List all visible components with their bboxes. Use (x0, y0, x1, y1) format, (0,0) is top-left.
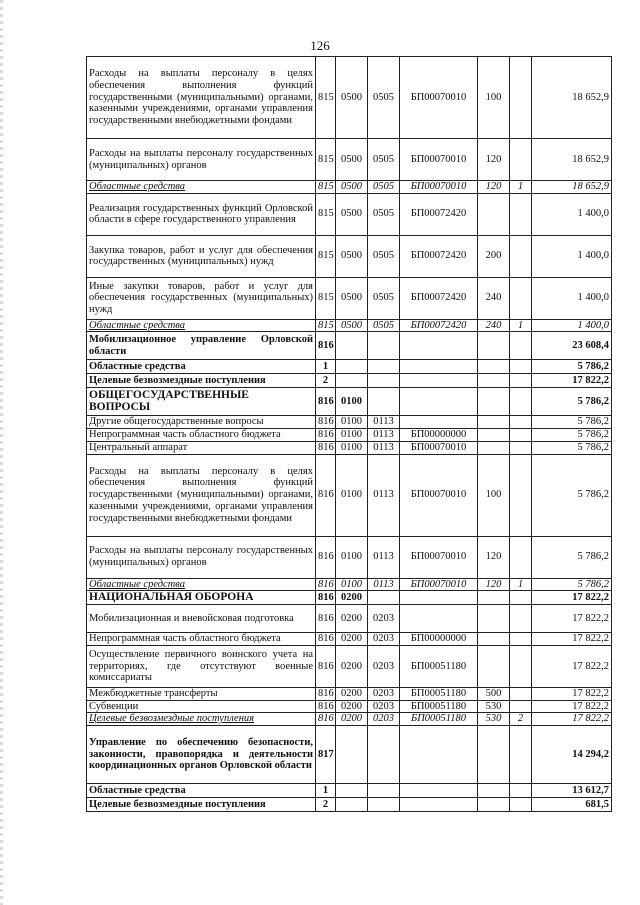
row-subsection-code (368, 798, 400, 812)
row-expense-type-code: 530 (478, 700, 510, 713)
row-subsection-code: 0113 (368, 536, 400, 578)
row-section-code: 0100 (336, 578, 368, 591)
row-ministry-code: 815 (316, 193, 336, 235)
row-expense-type-code (478, 416, 510, 429)
table-row (87, 798, 612, 812)
row-section-code: 0500 (336, 139, 368, 181)
row-expense-type-code (478, 388, 510, 416)
row-subsection-code: 0203 (368, 605, 400, 633)
table-row (87, 429, 612, 442)
row-expense-type-code (478, 591, 510, 605)
row-amount: 13 612,7 (532, 784, 612, 798)
row-amount: 17 822,2 (532, 591, 612, 605)
row-section-code: 0100 (336, 441, 368, 454)
row-source-code (510, 454, 532, 536)
row-name: Областные средства (87, 578, 316, 591)
row-ministry-code: 815 (316, 277, 336, 319)
row-source-code (510, 536, 532, 578)
row-amount: 1 400,0 (532, 319, 612, 332)
row-target-code: БП00070010 (400, 454, 478, 536)
row-subsection-code: 0505 (368, 319, 400, 332)
row-section-code: 0200 (336, 633, 368, 646)
row-source-code (510, 441, 532, 454)
row-source-code: 1 (510, 319, 532, 332)
table-row (87, 416, 612, 429)
row-subsection-code: 0113 (368, 441, 400, 454)
row-target-code: БП00072420 (400, 193, 478, 235)
table-row (87, 277, 612, 319)
row-name: Управление по обеспечению безопасности, законности, правопорядка и деятельности координационных органов Орловской области (87, 726, 316, 784)
row-target-code: БП00070010 (400, 536, 478, 578)
row-source-code (510, 700, 532, 713)
row-subsection-code: 0505 (368, 139, 400, 181)
row-source-code (510, 374, 532, 388)
row-amount: 14 294,2 (532, 726, 612, 784)
row-section-code: 0200 (336, 605, 368, 633)
row-expense-type-code: 120 (478, 139, 510, 181)
table-row (87, 388, 612, 416)
row-expense-type-code: 530 (478, 713, 510, 726)
row-amount: 681,5 (532, 798, 612, 812)
table-row (87, 713, 612, 726)
row-source-code (510, 605, 532, 633)
row-amount: 5 786,2 (532, 429, 612, 442)
table-row (87, 633, 612, 646)
row-source-code (510, 235, 532, 277)
row-section-code: 0100 (336, 429, 368, 442)
row-name: Расходы на выплаты персоналу государственных (муниципальных) органов (87, 139, 316, 181)
row-target-code: БП00000000 (400, 633, 478, 646)
row-target-code (400, 784, 478, 798)
row-subsection-code (368, 360, 400, 374)
row-ministry-code: 816 (316, 429, 336, 442)
row-section-code (336, 798, 368, 812)
scan-edge (0, 0, 3, 905)
row-ministry-code: 816 (316, 700, 336, 713)
row-subsection-code: 0505 (368, 193, 400, 235)
row-ministry-code: 816 (316, 416, 336, 429)
row-section-code: 0500 (336, 181, 368, 194)
table-row (87, 605, 612, 633)
row-target-code (400, 332, 478, 360)
row-target-code: БП00072420 (400, 319, 478, 332)
row-expense-type-code (478, 374, 510, 388)
row-expense-type-code (478, 429, 510, 442)
row-target-code: БП00072420 (400, 277, 478, 319)
row-name: Мобилизационное управление Орловской области (87, 332, 316, 360)
row-name: Субвенции (87, 700, 316, 713)
row-subsection-code: 0505 (368, 235, 400, 277)
row-amount: 5 786,2 (532, 454, 612, 536)
row-expense-type-code (478, 441, 510, 454)
row-section-code: 0500 (336, 319, 368, 332)
row-target-code: БП00070010 (400, 578, 478, 591)
row-ministry-code: 816 (316, 645, 336, 687)
row-source-code (510, 332, 532, 360)
row-section-code: 0200 (336, 713, 368, 726)
row-section-code: 0500 (336, 277, 368, 319)
row-amount: 23 608,4 (532, 332, 612, 360)
table-row (87, 235, 612, 277)
row-ministry-code: 816 (316, 388, 336, 416)
row-subsection-code (368, 726, 400, 784)
row-section-code (336, 360, 368, 374)
row-name: Непрограммная часть областного бюджета (87, 633, 316, 646)
row-expense-type-code (478, 784, 510, 798)
row-expense-type-code: 100 (478, 454, 510, 536)
row-section-code: 0100 (336, 536, 368, 578)
row-subsection-code: 0203 (368, 633, 400, 646)
table-row (87, 193, 612, 235)
row-target-code: БП00051180 (400, 687, 478, 700)
table-row (87, 784, 612, 798)
row-subsection-code: 0113 (368, 429, 400, 442)
row-amount: 17 822,2 (532, 374, 612, 388)
row-amount: 17 822,2 (532, 687, 612, 700)
row-section-code: 0200 (336, 700, 368, 713)
table-row (87, 454, 612, 536)
row-target-code (400, 374, 478, 388)
budget-table (86, 56, 612, 812)
row-name: Расходы на выплаты персоналу в целях обеспечения выполнения функций государственными (муниципальными) органами, казенными учреждениями, органами управления государственными внебюджетными фондами (87, 454, 316, 536)
table-row (87, 319, 612, 332)
row-expense-type-code: 500 (478, 687, 510, 700)
row-ministry-code: 816 (316, 454, 336, 536)
row-name: Осуществление первичного воинского учета на территориях, где отсутствуют военные комиссариаты (87, 645, 316, 687)
row-name: Областные средства (87, 181, 316, 194)
row-name: Целевые безвозмездные поступления (87, 374, 316, 388)
row-subsection-code (368, 784, 400, 798)
row-amount: 5 786,2 (532, 536, 612, 578)
row-amount: 5 786,2 (532, 388, 612, 416)
row-amount: 17 822,2 (532, 700, 612, 713)
table-row (87, 645, 612, 687)
table-row (87, 181, 612, 194)
row-expense-type-code (478, 193, 510, 235)
row-source-code (510, 388, 532, 416)
row-expense-type-code: 200 (478, 235, 510, 277)
row-expense-type-code: 120 (478, 536, 510, 578)
row-amount: 5 786,2 (532, 578, 612, 591)
row-target-code: БП00070010 (400, 139, 478, 181)
row-ministry-code: 1 (316, 360, 336, 374)
table-row (87, 536, 612, 578)
row-ministry-code: 815 (316, 181, 336, 194)
row-name: Иные закупки товаров, работ и услуг для обеспечения государственных (муниципальных) нужд (87, 277, 316, 319)
row-amount: 5 786,2 (532, 441, 612, 454)
row-name: Целевые безвозмездные поступления (87, 798, 316, 812)
row-amount: 5 786,2 (532, 360, 612, 374)
row-source-code (510, 726, 532, 784)
row-expense-type-code: 120 (478, 578, 510, 591)
row-amount: 17 822,2 (532, 645, 612, 687)
row-section-code: 0200 (336, 687, 368, 700)
budget-table-wrapper (86, 56, 612, 812)
row-source-code: 2 (510, 713, 532, 726)
row-expense-type-code (478, 633, 510, 646)
row-source-code (510, 798, 532, 812)
row-ministry-code: 815 (316, 235, 336, 277)
row-section-code: 0100 (336, 416, 368, 429)
row-subsection-code: 0505 (368, 181, 400, 194)
row-subsection-code (368, 332, 400, 360)
row-name: Закупка товаров, работ и услуг для обеспечения государственных (муниципальных) нужд (87, 235, 316, 277)
row-amount: 18 652,9 (532, 139, 612, 181)
row-name: НАЦИОНАЛЬНАЯ ОБОРОНА (87, 591, 316, 605)
row-ministry-code: 816 (316, 605, 336, 633)
row-amount: 17 822,2 (532, 633, 612, 646)
row-target-code (400, 605, 478, 633)
row-amount: 18 652,9 (532, 181, 612, 194)
table-row (87, 57, 612, 139)
row-name: Расходы на выплаты персоналу государственных (муниципальных) органов (87, 536, 316, 578)
row-amount: 17 822,2 (532, 605, 612, 633)
row-subsection-code: 0505 (368, 57, 400, 139)
row-source-code (510, 360, 532, 374)
row-name: Центральный аппарат (87, 441, 316, 454)
row-ministry-code: 816 (316, 332, 336, 360)
row-ministry-code: 815 (316, 57, 336, 139)
row-target-code: БП00000000 (400, 429, 478, 442)
row-source-code (510, 784, 532, 798)
row-name: Расходы на выплаты персоналу в целях обеспечения выполнения функций государственными (муниципальными) органами, казенными учреждениями, органами управления государственными внебюджетными фондами (87, 57, 316, 139)
row-target-code: БП00051180 (400, 700, 478, 713)
row-target-code: БП00070010 (400, 441, 478, 454)
row-target-code: БП00051180 (400, 713, 478, 726)
row-ministry-code: 816 (316, 687, 336, 700)
row-target-code: БП00051180 (400, 645, 478, 687)
row-source-code (510, 139, 532, 181)
row-section-code (336, 784, 368, 798)
row-subsection-code: 0113 (368, 578, 400, 591)
row-subsection-code (368, 591, 400, 605)
row-source-code (510, 277, 532, 319)
row-expense-type-code: 240 (478, 277, 510, 319)
row-expense-type-code (478, 605, 510, 633)
row-expense-type-code (478, 645, 510, 687)
row-amount: 1 400,0 (532, 277, 612, 319)
row-section-code: 0100 (336, 454, 368, 536)
row-section-code: 0200 (336, 591, 368, 605)
table-row (87, 360, 612, 374)
row-section-code (336, 726, 368, 784)
row-ministry-code: 816 (316, 536, 336, 578)
row-subsection-code: 0113 (368, 416, 400, 429)
row-source-code: 1 (510, 578, 532, 591)
row-source-code (510, 429, 532, 442)
row-name: ОБЩЕГОСУДАРСТВЕННЫЕ ВОПРОСЫ (87, 388, 316, 416)
row-target-code: БП00070010 (400, 57, 478, 139)
row-expense-type-code (478, 332, 510, 360)
table-row (87, 374, 612, 388)
row-expense-type-code: 100 (478, 57, 510, 139)
table-row (87, 700, 612, 713)
row-target-code (400, 726, 478, 784)
row-subsection-code: 0203 (368, 700, 400, 713)
row-expense-type-code (478, 726, 510, 784)
row-ministry-code: 816 (316, 441, 336, 454)
row-expense-type-code (478, 360, 510, 374)
row-expense-type-code: 120 (478, 181, 510, 194)
row-section-code (336, 332, 368, 360)
row-name: Мобилизационная и вневойсковая подготовка (87, 605, 316, 633)
row-section-code: 0100 (336, 388, 368, 416)
row-ministry-code: 1 (316, 784, 336, 798)
row-source-code (510, 193, 532, 235)
table-row (87, 591, 612, 605)
row-amount: 1 400,0 (532, 235, 612, 277)
row-section-code: 0200 (336, 645, 368, 687)
row-ministry-code: 2 (316, 798, 336, 812)
row-name: Межбюджетные трансферты (87, 687, 316, 700)
row-source-code (510, 57, 532, 139)
row-section-code (336, 374, 368, 388)
row-ministry-code: 816 (316, 633, 336, 646)
row-section-code: 0500 (336, 235, 368, 277)
row-source-code (510, 591, 532, 605)
row-section-code: 0500 (336, 193, 368, 235)
row-amount: 5 786,2 (532, 416, 612, 429)
row-subsection-code: 0203 (368, 645, 400, 687)
page-number: 126 (310, 38, 330, 53)
table-row (87, 578, 612, 591)
row-name: Областные средства (87, 784, 316, 798)
row-target-code (400, 591, 478, 605)
row-source-code (510, 416, 532, 429)
row-target-code (400, 388, 478, 416)
row-ministry-code: 816 (316, 578, 336, 591)
row-subsection-code (368, 388, 400, 416)
row-target-code: БП00070010 (400, 181, 478, 194)
row-name: Областные средства (87, 360, 316, 374)
table-row (87, 139, 612, 181)
row-expense-type-code (478, 798, 510, 812)
row-source-code (510, 645, 532, 687)
row-subsection-code: 0505 (368, 277, 400, 319)
table-row (87, 332, 612, 360)
row-amount: 17 822,2 (532, 713, 612, 726)
row-name: Непрограммная часть областного бюджета (87, 429, 316, 442)
row-subsection-code (368, 374, 400, 388)
row-ministry-code: 815 (316, 319, 336, 332)
row-section-code: 0500 (336, 57, 368, 139)
row-ministry-code: 815 (316, 139, 336, 181)
row-ministry-code: 816 (316, 591, 336, 605)
row-source-code (510, 633, 532, 646)
row-subsection-code: 0203 (368, 687, 400, 700)
row-target-code: БП00072420 (400, 235, 478, 277)
row-target-code (400, 360, 478, 374)
row-name: Целевые безвозмездные поступления (87, 713, 316, 726)
table-row (87, 687, 612, 700)
row-ministry-code: 2 (316, 374, 336, 388)
table-row (87, 441, 612, 454)
row-subsection-code: 0113 (368, 454, 400, 536)
row-ministry-code: 816 (316, 713, 336, 726)
budget-table-body (87, 57, 612, 812)
row-target-code (400, 416, 478, 429)
row-amount: 1 400,0 (532, 193, 612, 235)
row-subsection-code: 0203 (368, 713, 400, 726)
row-source-code: 1 (510, 181, 532, 194)
row-expense-type-code: 240 (478, 319, 510, 332)
row-name: Областные средства (87, 319, 316, 332)
row-ministry-code: 817 (316, 726, 336, 784)
row-name: Реализация государственных функций Орловской области в сфере государственного управления (87, 193, 316, 235)
row-target-code (400, 798, 478, 812)
row-name: Другие общегосударственные вопросы (87, 416, 316, 429)
table-row (87, 726, 612, 784)
row-amount: 18 652,9 (532, 57, 612, 139)
row-source-code (510, 687, 532, 700)
